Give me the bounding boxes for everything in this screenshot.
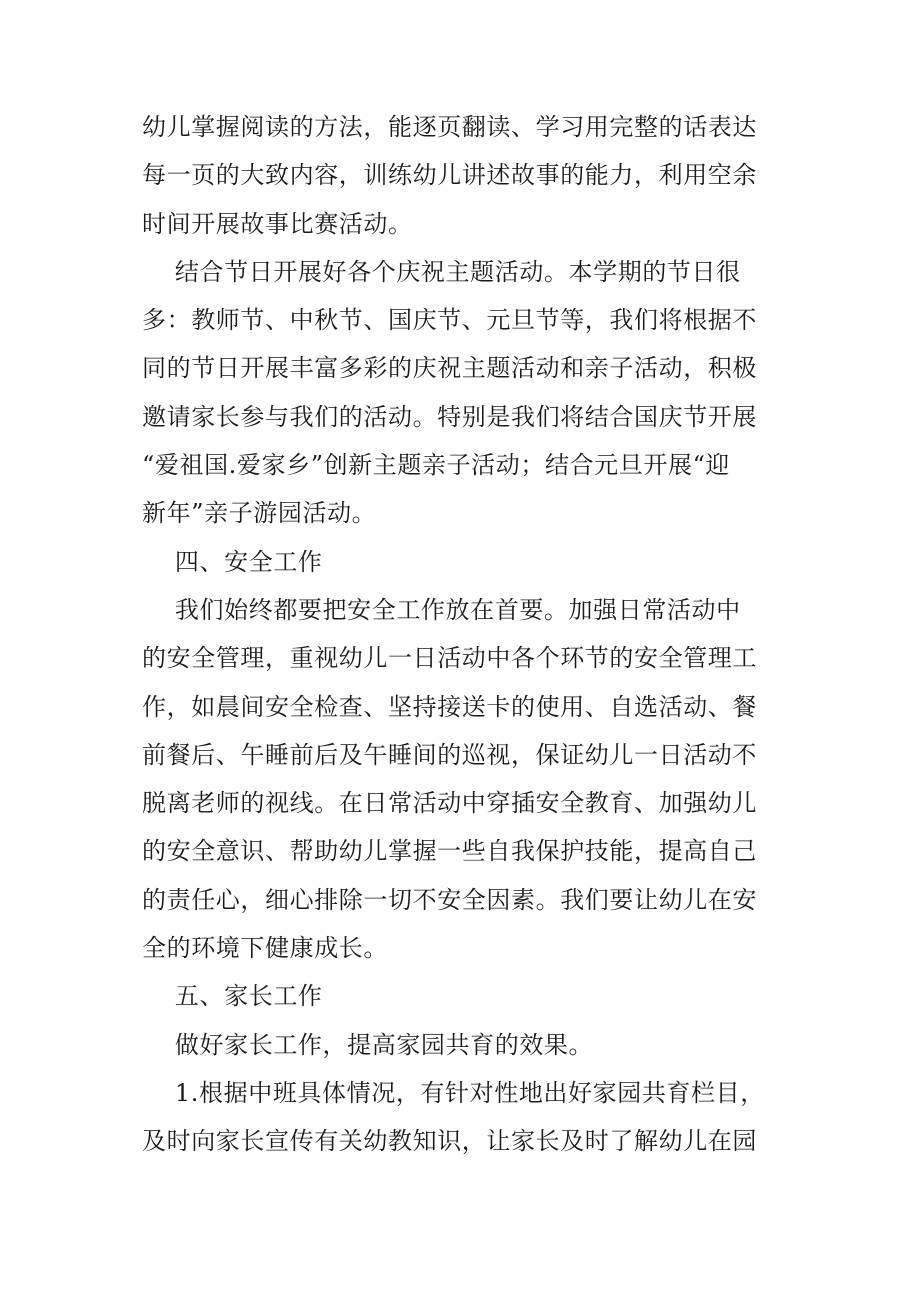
text-line: “爱祖国.爱家乡”创新主题亲子活动；结合元旦开展“迎	[142, 451, 731, 480]
text-line: 脱离老师的视线。在日常活动中穿插安全教育、加强幼儿	[142, 789, 757, 818]
section-heading: 五、家长工作	[142, 982, 323, 1011]
text-line: 全的环境下健康成长。	[142, 934, 388, 963]
text-line: 幼儿掌握阅读的方法，能逐页翻读、学习用完整的话表达	[142, 113, 757, 141]
text-line: 前餐后、午睡前后及午睡间的巡视，保证幼儿一日活动不	[142, 740, 757, 769]
text-line: 1.根据中班具体情况，有针对性地出好家园共育栏目，	[142, 1078, 765, 1107]
text-line: 邀请家长参与我们的活动。特别是我们将结合国庆节开展	[142, 402, 757, 431]
text-line: 新年”亲子游园活动。	[142, 499, 377, 528]
text-line: 结合节日开展好各个庆祝主题活动。本学期的节日很	[142, 257, 741, 286]
text-line: 及时向家长宣传有关幼教知识，让家长及时了解幼儿在园	[142, 1127, 757, 1156]
section-heading: 四、安全工作	[142, 547, 323, 576]
text-line: 的安全意识、帮助幼儿掌握一些自我保护技能，提高自己	[142, 837, 757, 866]
text-line: 的责任心，细心排除一切不安全因素。我们要让幼儿在安	[142, 885, 757, 914]
text-line: 做好家长工作，提高家园共育的效果。	[142, 1030, 594, 1059]
text-line: 我们始终都要把安全工作放在首要。加强日常活动中	[142, 595, 741, 624]
document-body	[142, 103, 782, 1166]
text-line: 多：教师节、中秋节、国庆节、元旦节等，我们将根据不	[142, 306, 757, 335]
text-line: 同的节日开展丰富多彩的庆祝主题活动和亲子活动，积极	[142, 354, 757, 383]
text-line: 作，如晨间安全检查、坚持接送卡的使用、自选活动、餐	[142, 692, 757, 721]
text-line: 的安全管理，重视幼儿一日活动中各个环节的安全管理工	[142, 644, 757, 673]
text-line: 每一页的大致内容，训练幼儿讲述故事的能力，利用空余	[142, 161, 757, 190]
text-line: 时间开展故事比赛活动。	[142, 209, 413, 238]
